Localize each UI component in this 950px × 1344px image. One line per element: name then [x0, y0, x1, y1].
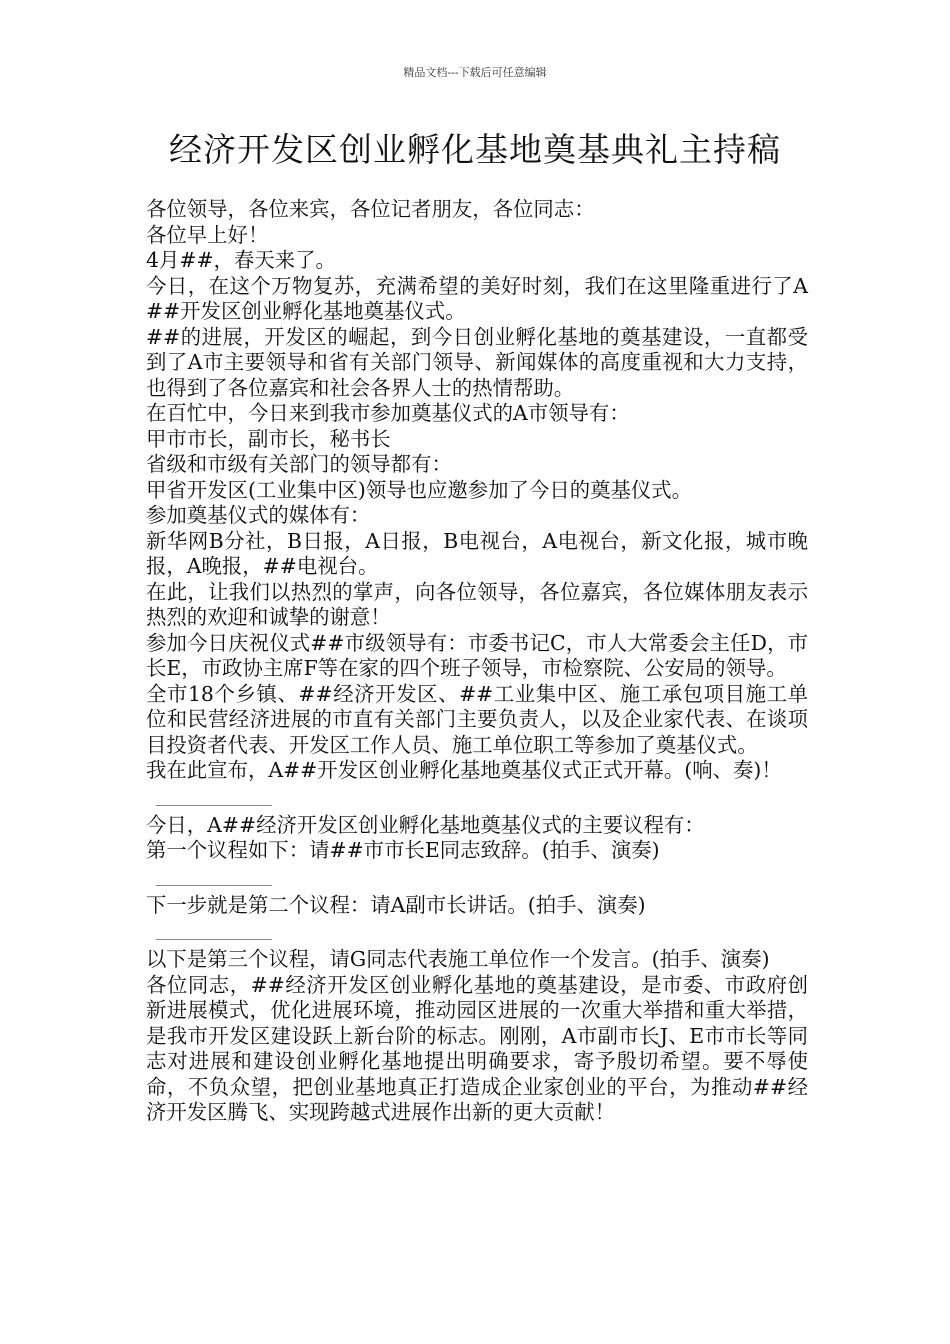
document-title: 经济开发区创业孵化基地奠基典礼主持稿: [169, 130, 781, 169]
paragraph-attendees: 全市18个乡镇、##经济开发区、##工业集中区、施工承包项目施工单位和民营经济进展的市直有关部门主要负责人，以及企业家代表、在谈项目投资者代表、开发区工作人员、施工单位职工等参加了奠基仪式。: [146, 681, 808, 757]
paragraph-good-morning: 各位早上好！: [146, 222, 269, 247]
paragraph-welcome: 在此，让我们以热烈的掌声，向各位领导，各位嘉宾，各位媒体朋友表示热烈的欢迎和诚挚的谢意！: [146, 579, 808, 629]
paragraph-opening: 我在此宣布，A##开发区创业孵化基地奠基仪式正式开幕。(响、奏)！: [146, 758, 782, 782]
paragraph-media-intro: 参加奠基仪式的媒体有：: [146, 503, 371, 527]
page-header-note: 精品文档---下载后可任意编辑: [403, 66, 547, 79]
paragraph-city-leaders-intro: 在百忙中，今日来到我市参加奠基仪式的A市领导有：: [146, 401, 630, 425]
section-divider: [156, 885, 272, 886]
paragraph-province-leaders: 甲省开发区(工业集中区)领导也应邀参加了今日的奠基仪式。: [146, 477, 693, 502]
paragraph-development: ##的进展，开发区的崛起，到今日创业孵化基地的奠基建设，一直都受到了A市主要领导和省有关部门领导、新闻媒体的高度重视和大力支持，也得到了各位嘉宾和社会各界人士的热情帮助。: [146, 324, 808, 400]
paragraph-spring: 4月##，春天来了。: [146, 248, 336, 272]
paragraph-closing: 各位同志，##经济开发区创业孵化基地的奠基建设，是市委、市政府创新进展模式，优化进展环境，推动园区进展的一次重大举措和重大举措，是我市开发区建设跃上新台阶的标志。刚刚，A市副市长J、E市市长等同志对进展和建设创业孵化基地提出明确要求，寄予殷切希望。要不辱使命，不负众望，把创业基地真正打造成企业家创业的平台，为推动##经济开发区腾飞、实现跨越式进展作出新的更大贡献！: [146, 972, 808, 1124]
paragraph-department-leaders: 省级和市级有关部门的领导都有：: [146, 452, 452, 476]
paragraph-municipal-leaders: 参加今日庆祝仪式##市级领导有：市委书记C，市人大常委会主任D，市长E，市政协主席F等在家的四个班子领导，市检察院、公安局的领导。: [146, 630, 808, 680]
section-divider: [156, 939, 272, 940]
paragraph-agenda-third: 以下是第三个议程，请G同志代表施工单位作一个发言。(拍手、演奏): [146, 947, 770, 971]
paragraph-agenda-first: 第一个议程如下：请##市市长E同志致辞。(拍手、演奏): [146, 838, 660, 862]
paragraph-greeting: 各位领导，各位来宾，各位记者朋友，各位同志：: [146, 197, 595, 221]
paragraph-media-list: 新华网B分社，B日报，A日报，B电视台，A电视台，新文化报，城市晚报，A晚报，##电视台。: [146, 528, 808, 578]
paragraph-city-leaders: 甲市市长，副市长，秘书长: [146, 426, 391, 451]
paragraph-ceremony-intro: 今日，在这个万物复苏，充满希望的美好时刻，我们在这里隆重进行了A##开发区创业孵化基地奠基仪式。: [146, 273, 808, 323]
document-body: [146, 197, 808, 1126]
paragraph-agenda-second: 下一步就是第二个议程：请A副市长讲话。(拍手、演奏): [146, 892, 646, 917]
paragraph-agenda-intro: 今日，A##经济开发区创业孵化基地奠基仪式的主要议程有：: [146, 812, 705, 837]
section-divider: [156, 805, 272, 806]
